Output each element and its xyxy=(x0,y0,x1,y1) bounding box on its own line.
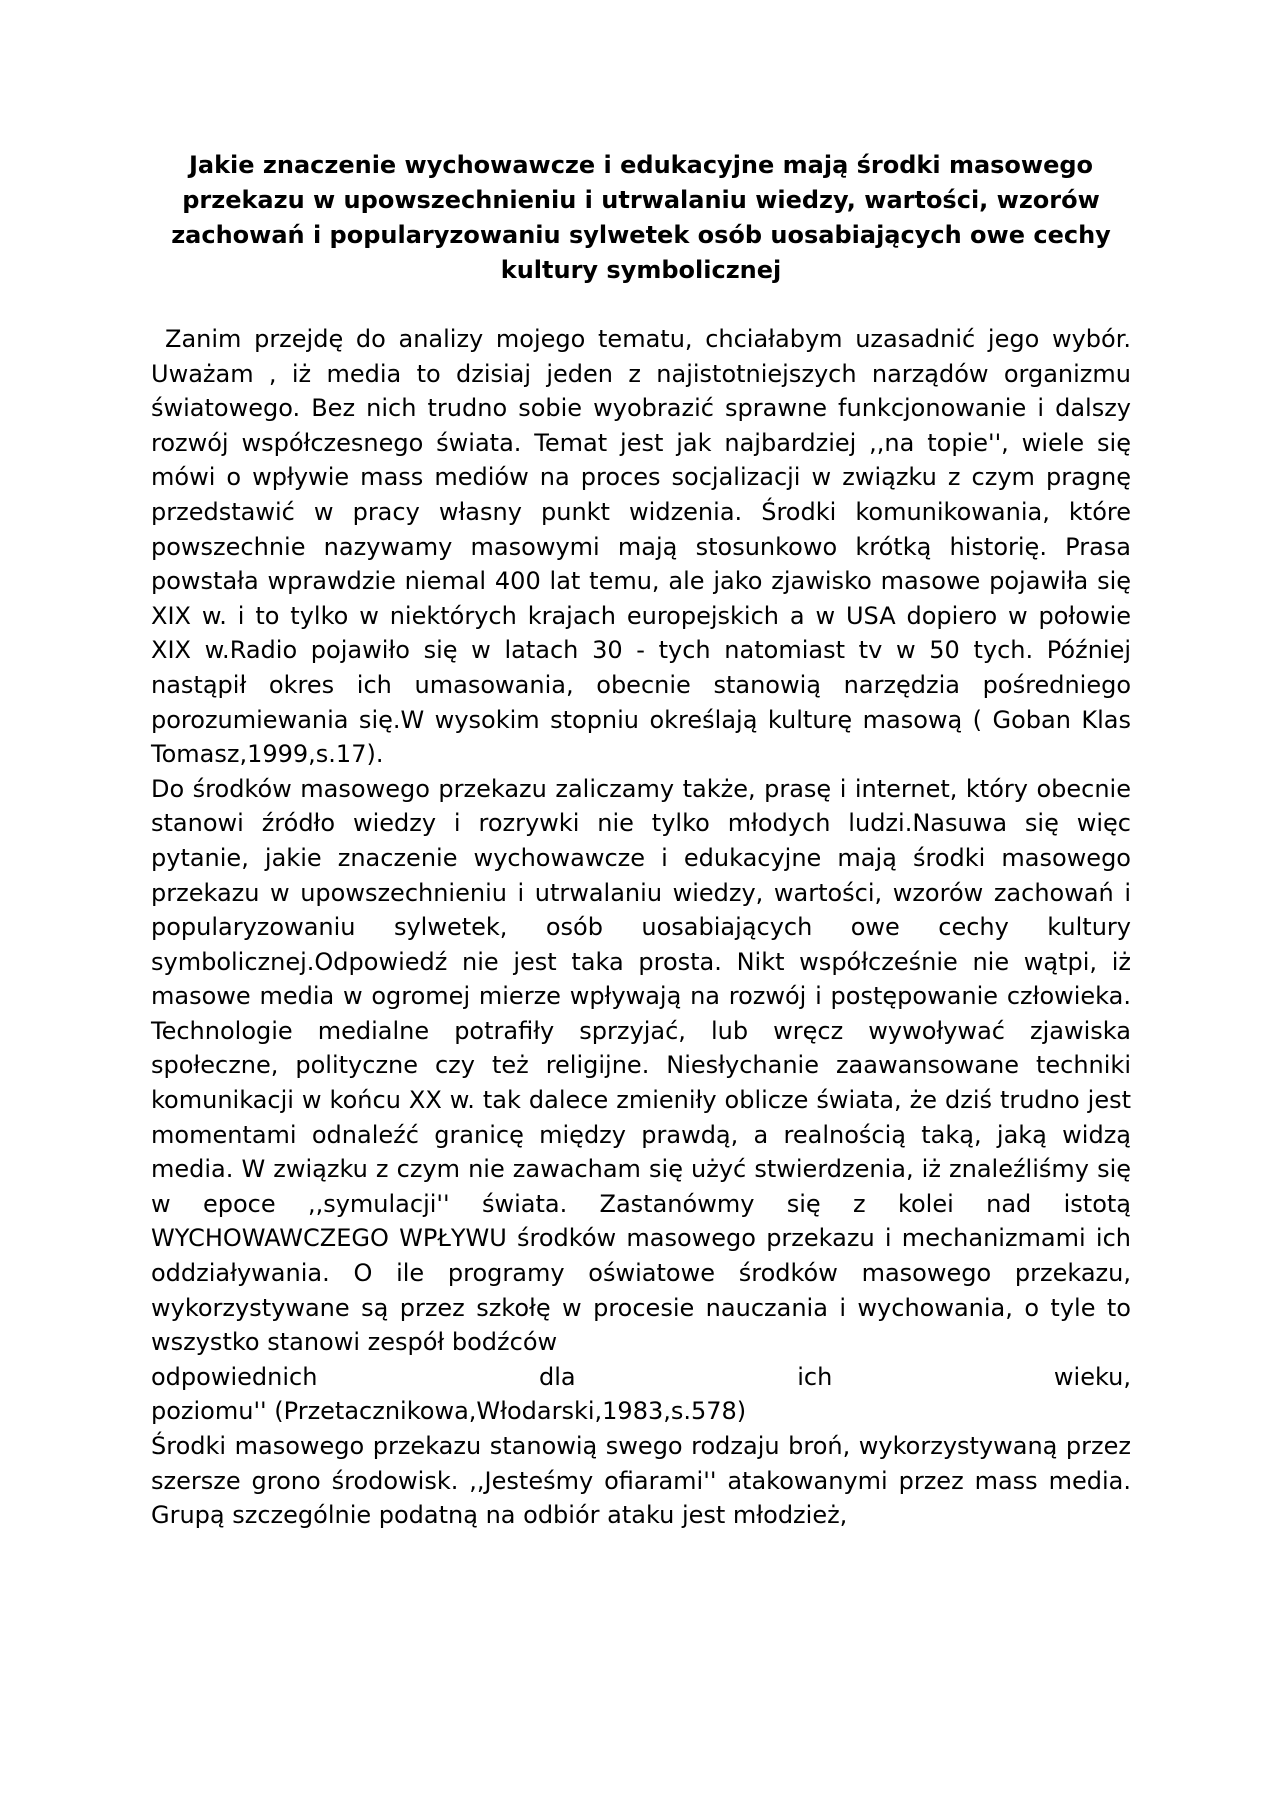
citation-line: poziomu'' (Przetacznikowa,Włodarski,1983,s.578) xyxy=(151,1397,747,1426)
paragraph-media-impact: Do środków masowego przekazu zaliczamy także, prasę i internet, który obecnie stanowi źródło wiedzy i rozrywki nie tylko młodych ludzi.Nasuwa się więc pytanie, jakie znaczenie wychowawcze i edukacyjne mają środki masowego przekazu w upowszechnieniu i utrwalaniu wiedzy, wartości, wzorów zachowań i popularyzowaniu sylwetek, osób uosabiających owe cechy kultury symbolicznej.Odpowiedź nie jest taka prosta. Nikt współcześnie nie wątpi, iż masowe media w ogromej mierze wpływają na rozwój i postępowanie człowieka. Technologie medialne potrafiły sprzyjać, lub wręcz wywoływać zjawiska społeczne, polityczne czy też religijne. Niesłychanie zaawansowane techniki komunikacji w końcu XX w. tak dalece zmieniły oblicze świata, że dziś trudno jest momentami odnaleźć granicę między prawdą, a realnością taką, jaką widzą media. W związku z czym nie zawacham się użyć stwierdzenia, iż znaleźliśmy się w epoce ,,symulacji'' świata. Zastanówmy się z kolei nad istotą WYCHOWAWCZEGO WPŁYWU środków masowego przekazu i mechanizmami ich oddziaływania. O ile programy oświatowe środków masowego przekazu, wykorzystywane są przez szkołę w procesie nauczania i wychowania, o tyle to wszystko stanowi zespół bodźców xyxy=(151,774,1131,1357)
document-body xyxy=(151,322,1131,1533)
document-title: Jakie znaczenie wychowawcze i edukacyjne mają środki masowego przekazu w upowszechnieniu i utrwalaniu wiedzy, wartości, wzorów zachowań i popularyzowaniu sylwetek osób uosabiających owe cechy kultury symbolicznej xyxy=(171,151,1111,284)
document-page xyxy=(151,148,1131,1533)
paragraph-mass-media-weapon: Środki masowego przekazu stanowią swego rodzaju broń, wykorzystywaną przez szersze grono środowisk. ,,Jesteśmy ofiarami'' atakowanymi przez mass media. Grupą szczególnie podatną na odbiór ataku jest młodzież, xyxy=(151,1432,1131,1530)
paragraph-introduction: Zanim przejdę do analizy mojego tematu, chciałabym uzasadnić jego wybór. Uważam , iż media to dzisiaj jeden z najistotniejszych narządów organizmu światowego. Bez nich trudno sobie wyobrazić sprawne funkcjonowanie i dalszy rozwój współczesnego świata. Temat jest jak najbardziej ,,na topie'', wiele się mówi o wpływie mass mediów na proces socjalizacji w związku z czym pragnę przedstawić w pracy własny punkt widzenia. Środki komunikowania, które powszechnie nazywamy masowymi mają stosunkowo krótką historię. Prasa powstała wprawdzie niemal 400 lat temu, ale jako zjawisko masowe pojawiła się XIX w. i to tylko w niektórych krajach europejskich a w USA dopiero w połowie XIX w.Radio pojawiło się w latach 30 - tych natomiast tv w 50 tych. Później nastąpił okres ich umasowania, obecnie stanowią narzędzia pośredniego porozumiewania się.W wysokim stopniu określają kulturę masową ( Goban Klas Tomasz,1999,s.17). xyxy=(151,325,1131,769)
paragraph-media-impact-continued: odpowiednich dla ich wieku, xyxy=(151,1362,1131,1391)
